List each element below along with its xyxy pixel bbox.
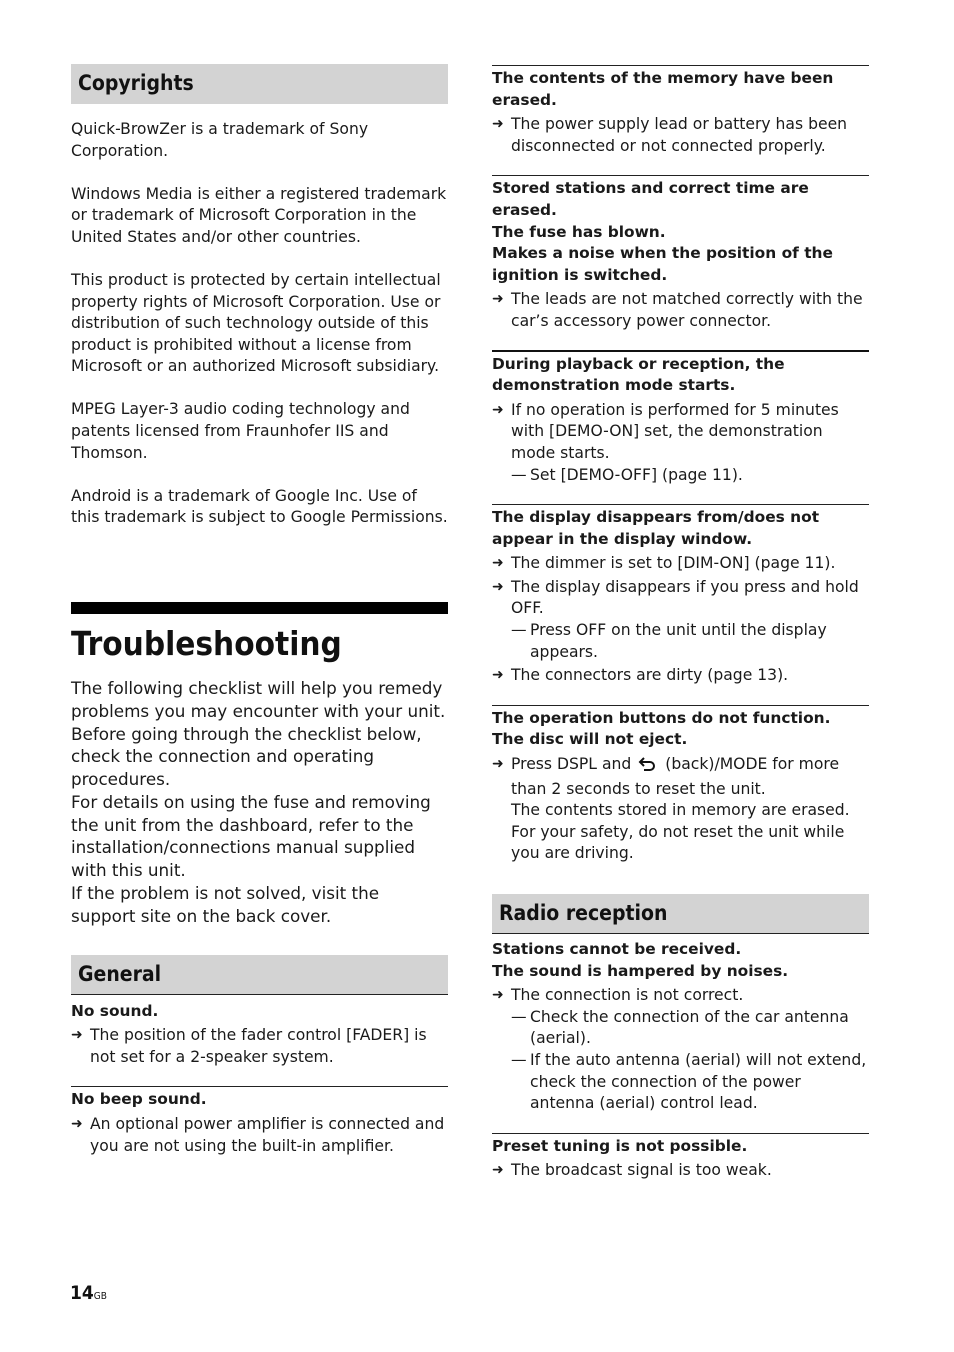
intro-line: If the problem is not solved, visit the support site on the back cover.	[71, 883, 380, 926]
topic-answer	[492, 665, 869, 687]
topic-question: Stored stations and correct time are erased.	[492, 179, 809, 219]
answer-text: The position of the fader control [FADER] is not set for a 2-speaker system.	[90, 1026, 427, 1066]
answer-text: The connection is not correct.	[511, 986, 744, 1005]
answer-text: The connectors are dirty (page 13).	[511, 666, 789, 685]
sub-text: Press OFF on the unit until the display appears.	[530, 621, 827, 661]
answer-text: The dimmer is set to [DIM-ON] (page 11).	[511, 554, 836, 573]
copyrights-body	[71, 119, 448, 529]
answer-text: The leads are not matched correctly with the car’s accessory power connector.	[511, 290, 863, 330]
answer-text: The display disappears if you press and hold OFF.	[511, 577, 859, 618]
intro-line: For details on using the fuse and removing the unit from the dashboard, refer to the installation/connections manual supplied with this unit.	[71, 791, 431, 881]
topic-question: Makes a noise when the position of the ignition is switched.	[492, 244, 833, 284]
answer-text: If no operation is performed for 5 minutes with [DEMO-ON] set, the demonstration mode starts.	[511, 400, 839, 462]
demo-topic	[492, 350, 869, 487]
topic-answer	[71, 1114, 448, 1157]
topic-answer	[492, 1160, 869, 1182]
topic-answer	[492, 114, 869, 157]
page-number-suffix: GB	[93, 1291, 107, 1302]
left-column	[71, 0, 448, 1157]
arrow-icon: ➜	[492, 667, 504, 684]
topic-question: During playback or reception, the demonstration mode starts.	[492, 354, 785, 395]
memory-topic	[492, 65, 869, 157]
topic-question: The operation buttons do not function.	[492, 708, 831, 727]
topic-question: No sound.	[71, 1001, 159, 1020]
topic-answer	[492, 400, 869, 465]
buttons-topic	[492, 705, 869, 865]
copyright-para: MPEG Layer-3 audio coding technology and patents licensed from Fraunhofer IIS and Thomson.	[71, 400, 410, 462]
topic-question: The contents of the memory have been erased.	[492, 69, 834, 109]
topic-sub-answer	[492, 1050, 869, 1115]
copyright-para: Windows Media is either a registered trademark or trademark of Microsoft Corporation in the United States and/or other countries.	[71, 184, 447, 246]
copyrights-heading: Copyrights	[71, 64, 448, 104]
copyright-para: This product is protected by certain intellectual property rights of Microsoft Corporation. Use or distribution of such technology outside of this product is prohibited without a license from Microsoft or an authorized Microsoft subsidiary.	[71, 270, 441, 376]
topic-question: The disc will not eject.	[492, 730, 688, 749]
troubleshooting-rule	[71, 602, 448, 614]
dash-marker: —	[511, 621, 527, 640]
arrow-icon: ➜	[492, 116, 504, 133]
topic-question: The display disappears from/does not appear in the display window.	[492, 508, 820, 548]
arrow-icon: ➜	[71, 1027, 83, 1044]
no-sound-topic	[71, 999, 448, 1069]
sub-text: Set [DEMO-OFF] (page 11).	[530, 465, 743, 484]
topic-question: The sound is hampered by noises.	[492, 961, 789, 980]
topic-answer	[492, 553, 869, 575]
arrow-icon: ➜	[492, 401, 504, 418]
arrow-icon: ➜	[492, 291, 504, 308]
topic-sub-answer	[492, 620, 869, 663]
arrow-icon: ➜	[492, 756, 504, 773]
arrow-icon: ➜	[71, 1116, 83, 1133]
intro-line: Before going through the checklist below, check the connection and operating procedures.	[71, 723, 422, 790]
topic-question: Stations cannot be received.	[492, 940, 742, 958]
answer-text: An optional power amplifier is connected and you are not using the built-in amplifier.	[90, 1115, 445, 1155]
right-column	[492, 0, 869, 1182]
stations-topic	[492, 937, 869, 1115]
sub-text: If the auto antenna (aerial) will not extend, check the connection of the power antenna (aerial) control lead.	[530, 1050, 867, 1113]
troubleshooting-intro	[71, 677, 448, 928]
topic-answer	[492, 577, 869, 620]
topic-sub-answer	[492, 1007, 869, 1050]
topic-answer	[492, 985, 869, 1007]
copyright-para: Android is a trademark of Google Inc. Use of this trademark is subject to Google Permissions.	[71, 486, 448, 527]
general-heading: General	[71, 955, 448, 995]
answer-text: (back)/MODE for more than 2 seconds to reset the unit.	[511, 755, 840, 798]
arrow-icon: ➜	[492, 578, 504, 595]
topic-answer	[492, 289, 869, 332]
topic-sub-answer	[492, 465, 869, 487]
sub-text: Check the connection of the car antenna (aerial).	[530, 1007, 849, 1048]
troubleshooting-title: Troubleshooting	[71, 623, 342, 663]
topic-question: The fuse has blown.	[492, 222, 666, 241]
intro-line: The following checklist will help you remedy problems you may encounter with your unit.	[71, 677, 446, 721]
display-topic	[492, 504, 869, 687]
arrow-icon: ➜	[492, 1162, 504, 1179]
answer-text: The power supply lead or battery has been disconnected or not connected properly.	[511, 115, 848, 155]
page-number	[70, 1280, 107, 1310]
copyright-para: Quick-BrowZer is a trademark of Sony Corporation.	[71, 120, 369, 160]
preset-topic	[492, 1133, 869, 1182]
arrow-icon: ➜	[492, 987, 504, 1004]
answer-text: Press DSPL and	[511, 755, 632, 774]
dash-marker: —	[511, 465, 527, 484]
topic-question: Preset tuning is not possible.	[492, 1136, 748, 1155]
dash-marker: —	[511, 1050, 527, 1069]
back-arrow-icon	[638, 756, 658, 779]
answer-text: The broadcast signal is too weak.	[511, 1161, 772, 1180]
topic-answer	[71, 1025, 448, 1068]
topic-answer	[492, 754, 869, 800]
dash-marker: —	[511, 1007, 527, 1026]
no-beep-topic	[71, 1086, 448, 1157]
topic-question: No beep sound.	[71, 1090, 207, 1109]
radio-reception-heading: Radio reception	[492, 894, 869, 934]
topic-continuation: The contents stored in memory are erased. For your safety, do not reset the unit while you are driving.	[511, 801, 850, 863]
page-number-value: 14	[70, 1282, 94, 1304]
stations-erased-topic	[492, 175, 869, 332]
arrow-icon: ➜	[492, 555, 504, 572]
